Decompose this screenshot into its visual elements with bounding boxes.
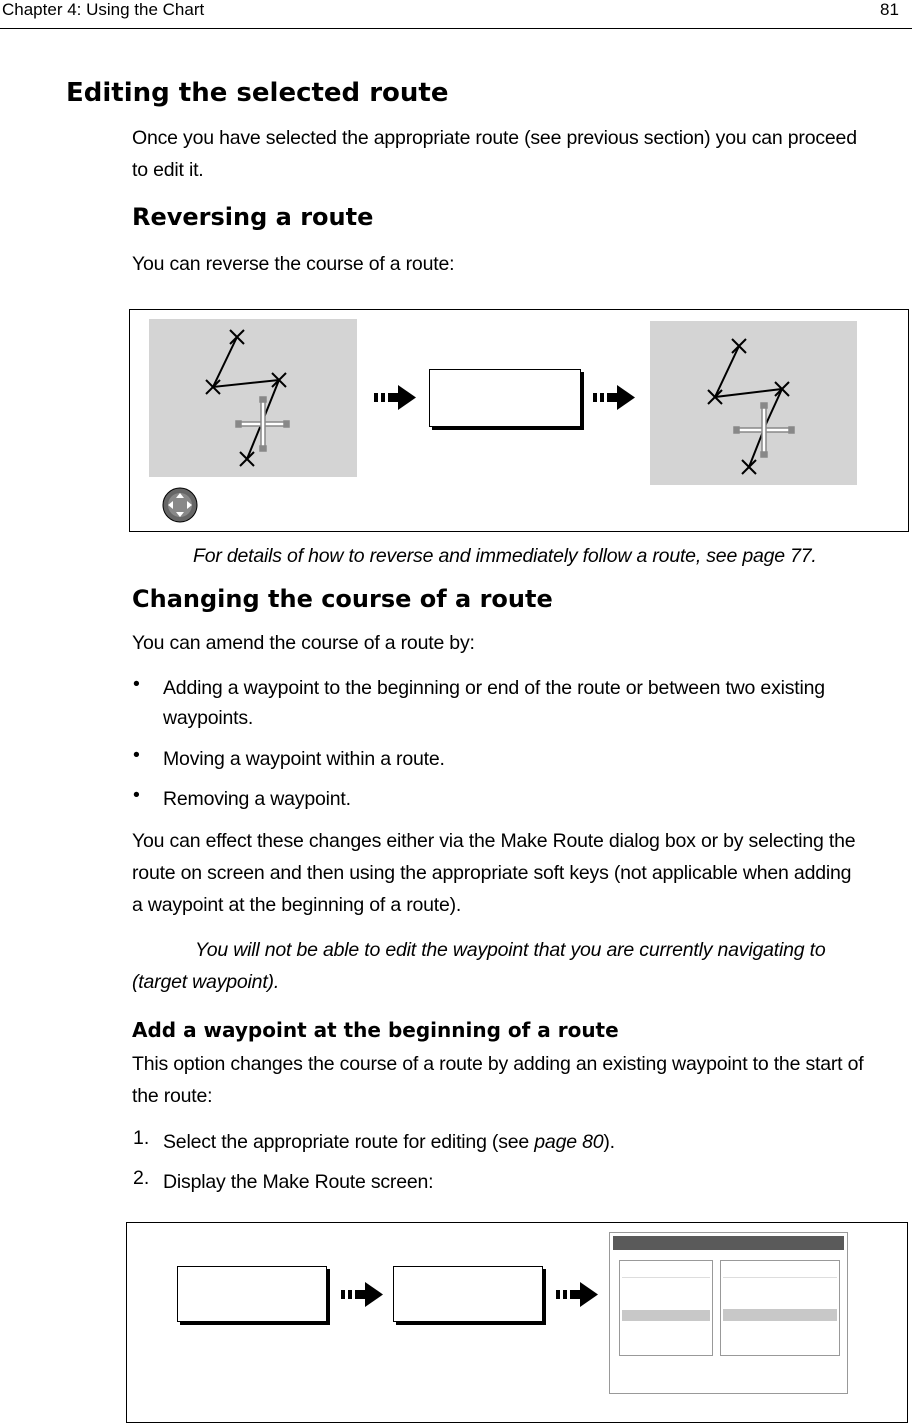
- bullet-item-1-line1: Adding a waypoint to the beginning or end of the route or between two existing: [163, 677, 825, 699]
- bullet-item-2: Moving a waypoint within a route.: [163, 748, 445, 770]
- section-title-add-waypoint: Add a waypoint at the beginning of a route: [132, 1018, 619, 1042]
- bullet-icon: •: [133, 744, 140, 766]
- step-1: [163, 1127, 903, 1157]
- note-line1: You will not be able to edit the waypoint that you are currently navigating to: [195, 939, 826, 961]
- cursor-crosshair-icon: [734, 403, 794, 457]
- step-1-text-end: ).: [603, 1131, 615, 1153]
- route-diagram-after: [650, 321, 857, 485]
- route-list-right[interactable]: [720, 1260, 840, 1356]
- section-title-editing: Editing the selected route: [66, 78, 449, 108]
- trackpad-icon: [162, 487, 198, 528]
- page-80-link[interactable]: page 80: [534, 1131, 604, 1153]
- chart-after-reverse: [650, 321, 857, 485]
- bullet-icon: •: [133, 784, 140, 806]
- softkey-button[interactable]: [177, 1266, 327, 1322]
- make-route-dialog: [609, 1232, 848, 1394]
- bullet-item-1-line2: waypoints.: [163, 707, 254, 729]
- add-para-line1: This option changes the course of a route by adding an existing waypoint to the start of: [132, 1053, 864, 1075]
- double-arrow-right-icon: [374, 385, 416, 416]
- list-divider: [622, 1277, 710, 1278]
- list-item-selected[interactable]: [622, 1310, 710, 1321]
- changing-para-line2: route on screen and then using the appropriate soft keys (not applicable when adding: [132, 862, 852, 884]
- step-2: Display the Make Route screen:: [163, 1171, 434, 1193]
- list-divider: [723, 1277, 837, 1278]
- section-title-reversing: Reversing a route: [132, 203, 374, 231]
- step-number: 2.: [133, 1167, 150, 1189]
- chart-before-reverse: [149, 319, 357, 477]
- header-rule: [0, 28, 912, 29]
- section-title-changing: Changing the course of a route: [132, 585, 553, 613]
- step-number: 1.: [133, 1127, 150, 1149]
- list-item-selected[interactable]: [723, 1309, 837, 1321]
- changing-text: You can amend the course of a route by:: [132, 632, 475, 654]
- waypoint-list-left[interactable]: [619, 1260, 713, 1356]
- chapter-header: Chapter 4: Using the Chart: [2, 0, 205, 19]
- changing-para-line1: You can effect these changes either via the Make Route dialog box or by selecting the: [132, 830, 856, 852]
- changing-para-line3: a waypoint at the beginning of a route).: [132, 894, 462, 916]
- double-arrow-right-icon: [556, 1282, 598, 1313]
- editing-intro-line1: Once you have selected the appropriate route (see previous section) you can proceed: [132, 127, 857, 149]
- page-number: 81: [880, 0, 899, 19]
- bullet-item-3: Removing a waypoint.: [163, 788, 351, 810]
- cursor-crosshair-icon: [236, 397, 289, 451]
- double-arrow-right-icon: [593, 385, 635, 416]
- softkey-button[interactable]: [429, 369, 581, 427]
- dialog-title-bar: [613, 1236, 844, 1250]
- editing-intro-line2: to edit it.: [132, 159, 204, 181]
- reversing-text: You can reverse the course of a route:: [132, 253, 455, 275]
- add-para-line2: the route:: [132, 1085, 213, 1107]
- note-line2: (target waypoint).: [132, 971, 280, 993]
- softkey-button[interactable]: [393, 1266, 543, 1322]
- reverse-caption: For details of how to reverse and immediately follow a route, see page 77.: [193, 545, 817, 567]
- step-1-text: Select the appropriate route for editing (see: [163, 1131, 535, 1153]
- double-arrow-right-icon: [341, 1282, 383, 1313]
- bullet-icon: •: [133, 673, 140, 695]
- route-diagram-before: [149, 319, 357, 477]
